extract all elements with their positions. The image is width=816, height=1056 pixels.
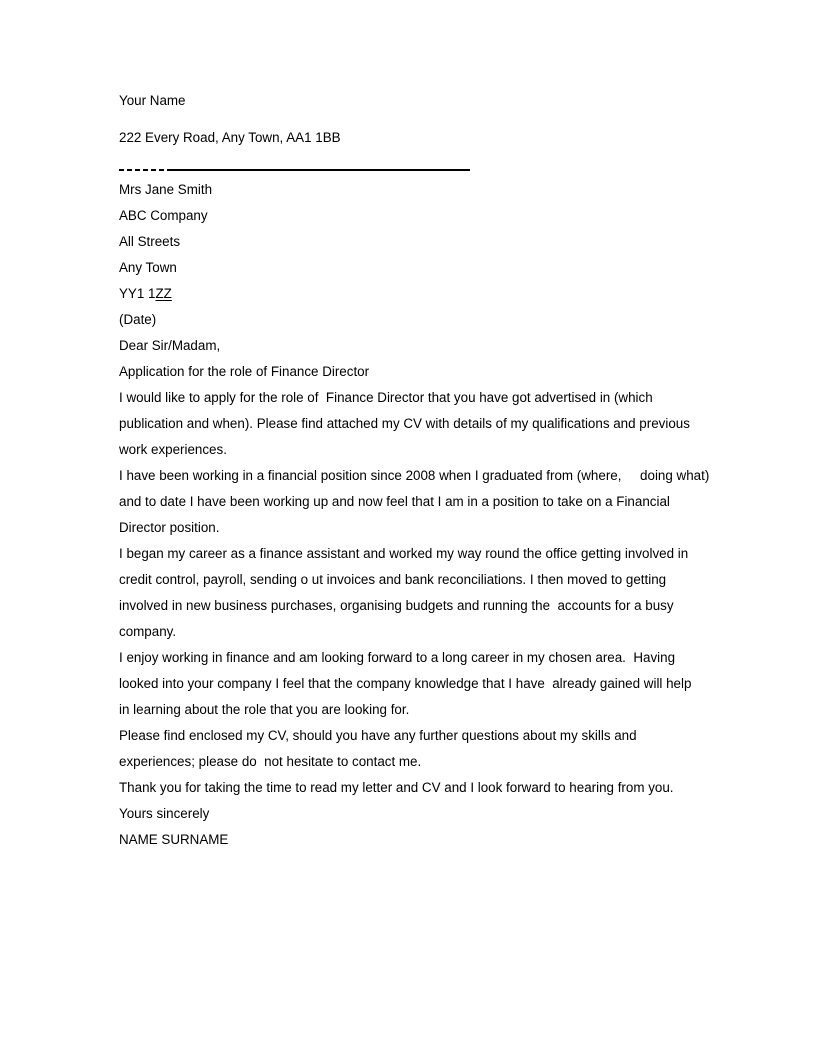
recipient-town: Any Town — [119, 260, 177, 275]
recipient-postcode — [119, 281, 756, 307]
recipient-postcode-suffix: ZZ — [155, 286, 172, 301]
recipient-name: Mrs Jane Smith — [119, 182, 213, 197]
body-line: Director position. — [119, 520, 220, 535]
body-line: looked into your company I feel that the company knowledge that I have already gained will help — [119, 676, 692, 691]
sender-name: Your Name — [119, 93, 186, 108]
closing: Yours sincerely — [119, 806, 210, 821]
recipient-postcode-prefix: YY1 1 — [119, 286, 156, 301]
divider-line — [119, 151, 756, 177]
subject-line: Application for the role of Finance Director — [119, 364, 370, 379]
body-line: and to date I have been working up and now feel that I am in a position to take on a Financial — [119, 494, 670, 509]
body-line: credit control, payroll, sending o ut invoices and bank reconciliations. I then moved to getting — [119, 572, 667, 587]
body-line: involved in new business purchases, organising budgets and running the accounts for a busy — [119, 598, 674, 613]
recipient-company: ABC Company — [119, 208, 208, 223]
sender-address: 222 Every Road, Any Town, AA1 1BB — [119, 130, 341, 145]
body-line: publication and when). Please find attached my CV with details of my qualifications and previous — [119, 416, 690, 431]
recipient-street: All Streets — [119, 234, 181, 249]
body-line: Thank you for taking the time to read my letter and CV and I look forward to hearing from you. — [119, 780, 674, 795]
divider-solid-segment — [167, 169, 470, 171]
signature: NAME SURNAME — [119, 832, 229, 847]
body-line: in learning about the role that you are looking for. — [119, 702, 410, 717]
salutation: Dear Sir/Madam, — [119, 338, 221, 353]
body-line: company. — [119, 624, 177, 639]
body-line: I would like to apply for the role of Finance Director that you have got advertised in (which — [119, 390, 653, 405]
body-line: I began my career as a finance assistant and worked my way round the office getting involved in — [119, 546, 689, 561]
date-placeholder: (Date) — [119, 312, 157, 327]
body-line: experiences; please do not hesitate to contact me. — [119, 754, 422, 769]
body-line: I enjoy working in finance and am looking forward to a long career in my chosen area. Having — [119, 650, 676, 665]
body-line: I have been working in a financial position since 2008 when I graduated from (where, doing what) — [119, 468, 710, 483]
body-line: work experiences. — [119, 442, 227, 457]
divider-dashed-segment — [119, 169, 167, 171]
body-line: Please find enclosed my CV, should you have any further questions about my skills and — [119, 728, 637, 743]
